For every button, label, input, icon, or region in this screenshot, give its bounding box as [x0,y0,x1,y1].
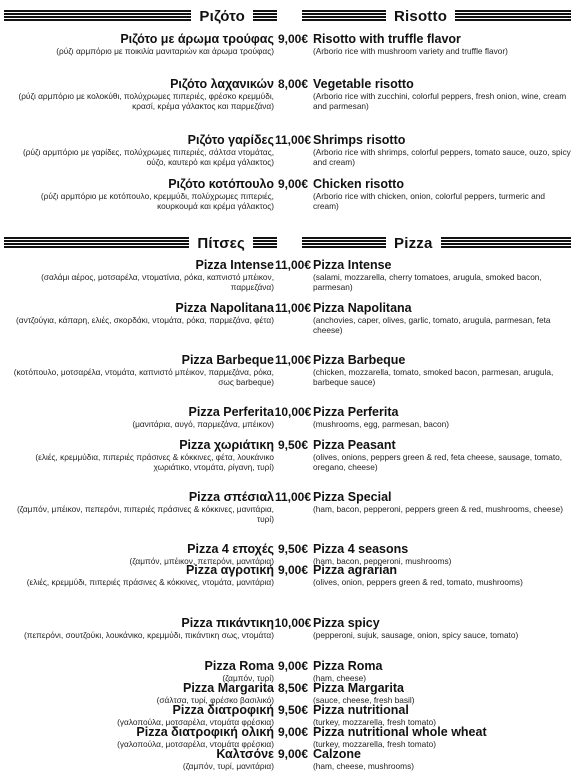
item-english [313,33,571,56]
item-greek [4,439,274,472]
risotto-header-greek [4,4,277,28]
item-description-greek: (ζαμπόν, μπέικον, πεπερόνι, πιπεριές πράσινες & κόκκινες, μανιτάρια, τυρί) [17,504,274,525]
item-greek [4,617,274,640]
item-english [313,682,571,705]
item-description-greek: (ζαμπόν, τυρί) [222,673,274,684]
item-name-english: Pizza Special [313,490,392,505]
item-name-english: Pizza Napolitana [313,300,412,315]
item-description-english: (Arborio rice with shrimps, colorful peppers, tomato sauce, ouzo, spicy and cream) [313,147,571,167]
item-description-english: (ham, cheese, mushrooms) [313,761,414,771]
item-description-english: (pepperoni, sujuk, sausage, onion, spicy sauce, tomato) [313,629,519,640]
item-description-english: (chicken, mozzarella, tomato, smoked bacon, parmesan, arugula, barbeque sauce) [313,367,554,388]
item-price: 11,00€ [274,300,312,315]
item-description-greek: (μανιτάρια, αυγό, παρμεζάνα, μπέικον) [132,419,274,430]
item-description-english: (turkey, mozzarella, fresh tomato) [313,739,436,750]
item-description-greek: (σαλάμι αέρος, μοτσαρέλα, ντοματίνια, ρόκα, καπνιστό μπέικον, παρμεζάνα) [41,272,274,292]
item-price: 11,00€ [274,353,312,368]
item-description-greek: (σάλτσα, τυρί, φρέσκο βασιλικό) [156,695,274,706]
item-name-greek: Pizza Margarita [182,681,274,696]
item-description-english: (salami, mozzarella, cherry tomatoes, arugula, smoked bacon, parmesan) [313,272,542,292]
item-name-english: Pizza nutritional [313,703,409,718]
item-description-greek: (ζαμπόν, μπέικον, πεπερόνι, μανιτάρια) [129,555,274,566]
item-price: 9,00€ [277,747,309,761]
item-description-english: (Arborio rice with chicken, onion, colorful peppers, turmeric and cream) [313,191,545,211]
item-english [313,543,571,566]
item-name-english: Pizza Roma [313,659,383,674]
item-greek [4,491,274,524]
item-name-english: Risotto with truffle flavor [313,32,461,46]
item-name-english: Pizza Perferita [313,405,399,420]
item-greek [4,564,274,587]
header-stripes [302,10,386,22]
item-english [313,406,571,429]
item-description-greek: (ρύζι αρμπόριο με ποικιλία μανιταριών και άρωμα τρούφας) [56,46,274,56]
pizza-section-header [0,231,575,255]
item-name-greek: Pizza διατροφική ολική [136,725,274,740]
item-english [313,134,571,167]
item-name-english: Shrimps risotto [313,133,406,147]
item-name-english: Pizza Margarita [313,681,405,696]
item-english [313,439,571,472]
risotto-header-english [302,4,571,28]
item-description-english: (sauce, cheese, fresh basil) [313,695,415,706]
item-description-greek: (ελιές, κρεμμύδι, πιπεριές πράσινες & κόκκινες, ντομάτα, μανιτάρια) [26,577,274,588]
item-greek [4,302,274,325]
item-name-greek: Pizza σπέσιαλ [188,490,274,505]
item-price: 9,00€ [277,32,309,46]
item-description-greek: (ρύζι αρμπόριο με κοτόπουλο, κρεμμύδι, πολύχρωμες πιπεριές, κουρκουμά και κρέμα γάλακτος) [40,191,274,211]
item-english [313,302,571,335]
item-greek [4,660,274,683]
item-english [313,78,571,111]
item-price: 9,50€ [277,703,309,718]
section-title-greek: Ριζότο [199,7,245,25]
item-price: 9,50€ [277,437,309,452]
item-greek [4,543,274,566]
item-name-english: Vegetable risotto [313,77,414,91]
header-stripes [455,10,571,22]
item-description-greek: (ελιές, κρεμμύδια, πιπεριές πράσινες & κόκκινες, φέτα, λουκάνικο χωριάτικο, ντομάτα, ρίγανη, τυρί) [35,451,274,472]
item-description-english: (ham, cheese) [313,673,367,684]
header-stripes [4,237,189,249]
item-price: 10,00€ [274,405,312,420]
item-price: 10,00€ [274,615,312,630]
header-stripes [253,237,277,249]
item-name-greek: Pizza χωριάτικη [179,437,274,452]
header-stripes [4,10,191,22]
item-price: 11,00€ [274,490,312,505]
item-greek [4,33,274,56]
item-name-greek: Ριζότο κοτόπουλο [168,177,274,191]
item-greek [4,259,274,292]
item-description-english: (olives, onion, peppers green & red, tomato, mushrooms) [313,577,523,588]
item-english [313,660,571,683]
item-price: 9,00€ [277,563,309,578]
item-name-greek: Ριζότο λαχανικών [170,77,274,91]
header-stripes [441,237,571,249]
item-english [313,178,571,211]
item-name-greek: Ριζότο με άρωμα τρούφας [120,32,274,46]
item-english [313,354,571,387]
section-title-english: Risotto [394,7,448,25]
item-description-english: (turkey, mozzarella, fresh tomato) [313,717,436,728]
item-name-english: Pizza nutritional whole wheat [313,725,487,740]
item-greek [4,406,274,429]
item-description-greek: (γαλοπούλα, μοτσαρέλα, ντομάτα φρέσκια) [117,739,274,750]
item-description-english: (Arborio rice with mushroom variety and truffle flavor) [313,46,508,56]
item-name-greek: Pizza Barbeque [181,353,274,368]
item-name-greek: Pizza Perferita [188,405,274,420]
section-title-english: Pizza [394,234,433,252]
item-english [313,748,571,771]
item-english [313,491,571,514]
item-name-english: Pizza Intense [313,258,392,272]
item-greek [4,704,274,727]
item-greek [4,178,274,211]
pizza-header-english [302,231,571,255]
item-greek [4,354,274,387]
item-greek [4,682,274,705]
item-description-greek: (ρύζι αρμπόριο με γαρίδες, πολύχρωμες πιπεριές, σάλτσα ντομάτας, ούζο, καυτερό και κρέμα γάλακτος) [23,147,274,167]
item-greek [4,78,274,111]
item-price: 8,50€ [277,681,309,696]
risotto-section-header [0,4,575,28]
item-name-english: Pizza 4 seasons [313,541,409,556]
item-description-greek: (ρύζι αρμπόριο με κολοκύθι, πολύχρωμες πιπεριές, φρέσκο κρεμμύδι, κρασί, κρέμα γάλακτος και παρμεζάνα) [18,91,274,111]
item-price: 9,00€ [277,725,309,740]
item-name-greek: Pizza πικάντικη [181,615,274,630]
item-english [313,564,571,587]
item-description-english: (anchovies, caper, olives, garlic, tomato, arugula, parmesan, feta cheese) [313,314,551,335]
item-name-greek: Pizza Roma [204,659,274,674]
item-description-greek: (αντζούγια, κάπαρη, ελιές, σκορδάκι, ντομάτα, ρόκα, παρμεζάνα, φέτα) [16,314,274,325]
item-name-greek: Pizza Intense [195,258,274,272]
item-price: 11,00€ [274,133,312,147]
item-price: 9,00€ [277,177,309,191]
item-name-greek: Pizza αγροτική [185,563,274,578]
item-greek [4,726,274,749]
header-stripes [302,237,386,249]
item-name-greek: Pizza Napolitana [175,300,274,315]
item-name-greek: Καλτσόνε [216,747,274,761]
item-description-greek: (γαλοπούλα, μοτσαρέλα, ντομάτα φρέσκια) [117,717,274,728]
item-greek [4,134,274,167]
item-greek [4,748,274,771]
item-description-english: (olives, onions, peppers green & red, feta cheese, sausage, tomato, oregano, cheese) [313,451,563,472]
item-name-english: Pizza agrarian [313,563,398,578]
item-english [313,704,571,727]
item-english [313,726,571,749]
item-description-english: (Arborio rice with zucchini, colorful peppers, fresh onion, wine, cream and parmesan) [313,91,567,111]
item-name-greek: Ριζότο γαρίδες [187,133,274,147]
item-name-english: Calzone [313,747,361,761]
item-name-english: Chicken risotto [313,177,404,191]
item-description-greek: (κοτόπουλο, μοτσαρέλα, ντομάτα, καπνιστό μπέικον, παρμεζάνα, ρόκα, σως barbeque) [13,367,274,388]
item-price: 11,00€ [274,258,312,272]
item-description-english: (mushrooms, egg, parmesan, bacon) [313,419,450,430]
item-name-greek: Pizza 4 εποχές [187,541,274,556]
item-price: 9,50€ [277,541,309,556]
item-price: 8,00€ [277,77,309,91]
item-description-greek: (πεπερόνι, σουτζούκι, λουκάνικο, κρεμμύδι, πικάντικη σως, ντομάτα) [23,629,274,640]
item-english [313,617,571,640]
item-english [313,259,571,292]
pizza-header-greek [4,231,277,255]
item-name-english: Pizza Barbeque [313,353,406,368]
item-description-greek: (ζαμπόν, τυρί, μανιτάρια) [182,761,274,771]
item-name-english: Pizza Peasant [313,437,396,452]
header-stripes [253,10,277,22]
item-name-greek: Pizza διατροφική [172,703,274,718]
item-name-english: Pizza spicy [313,615,380,630]
section-title-greek: Πίτσες [197,234,245,252]
item-description-english: (ham, bacon, pepperoni, mushrooms) [313,555,452,566]
item-description-english: (ham, bacon, pepperoni, peppers green & red, mushrooms, cheese) [313,504,563,515]
item-price: 9,00€ [277,659,309,674]
